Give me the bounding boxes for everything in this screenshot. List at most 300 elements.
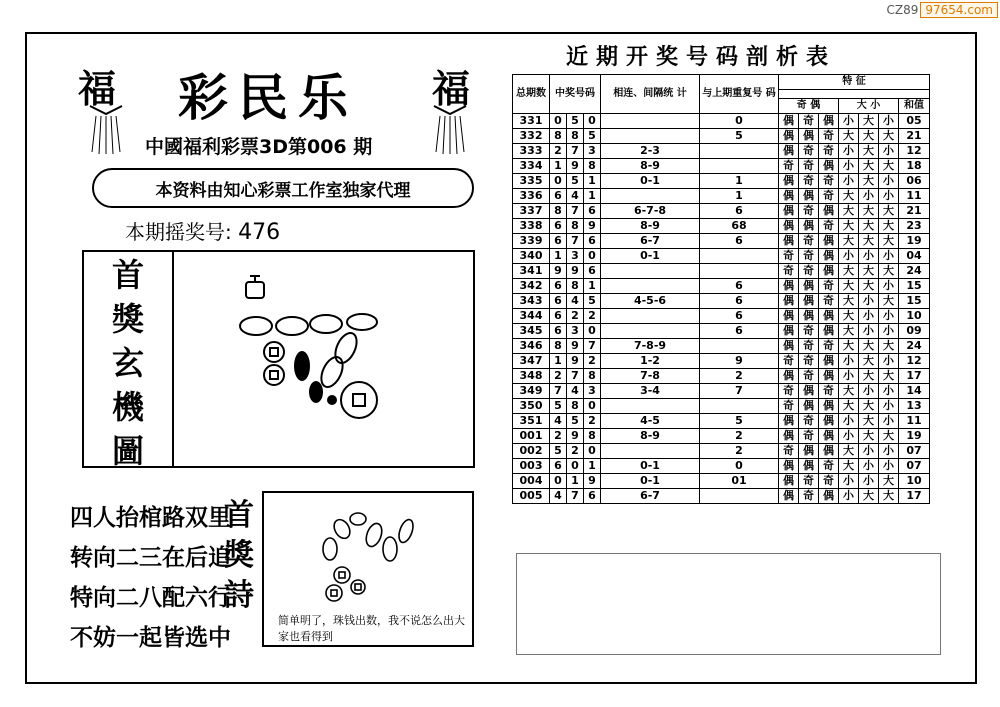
size-cell: 小 bbox=[859, 324, 879, 339]
sum-cell: 21 bbox=[899, 204, 930, 219]
consecutive-cell bbox=[601, 309, 700, 324]
parity-cell: 偶 bbox=[799, 444, 819, 459]
digit-cell: 2 bbox=[550, 144, 567, 159]
repeat-cell: 2 bbox=[700, 444, 779, 459]
parity-cell: 偶 bbox=[779, 204, 799, 219]
repeat-cell bbox=[700, 249, 779, 264]
parity-cell: 奇 bbox=[799, 489, 819, 504]
parity-cell: 偶 bbox=[799, 309, 819, 324]
size-cell: 大 bbox=[859, 369, 879, 384]
col-parity: 奇 偶 bbox=[779, 99, 839, 114]
parity-cell: 偶 bbox=[819, 489, 839, 504]
size-cell: 大 bbox=[859, 114, 879, 129]
col-consecutive: 相连、间隔统 计 bbox=[601, 75, 700, 114]
digit-cell: 6 bbox=[550, 459, 567, 474]
digit-cell: 1 bbox=[550, 159, 567, 174]
digit-cell: 7 bbox=[567, 489, 584, 504]
repeat-cell bbox=[700, 339, 779, 354]
table-row bbox=[513, 264, 930, 279]
bead-hint-box bbox=[262, 491, 474, 647]
parity-cell: 偶 bbox=[819, 414, 839, 429]
parity-cell: 偶 bbox=[779, 459, 799, 474]
size-cell: 大 bbox=[879, 204, 899, 219]
consecutive-cell: 0-1 bbox=[601, 174, 700, 189]
parity-cell: 偶 bbox=[819, 399, 839, 414]
page-title: 彩民乐 bbox=[178, 68, 358, 127]
repeat-cell bbox=[700, 489, 779, 504]
size-cell: 小 bbox=[879, 144, 899, 159]
table-row bbox=[513, 294, 930, 309]
parity-cell: 奇 bbox=[819, 129, 839, 144]
parity-cell: 奇 bbox=[779, 249, 799, 264]
digit-cell: 4 bbox=[567, 189, 584, 204]
size-cell: 小 bbox=[859, 189, 879, 204]
size-cell: 大 bbox=[879, 294, 899, 309]
repeat-cell: 6 bbox=[700, 279, 779, 294]
parity-cell: 偶 bbox=[799, 459, 819, 474]
parity-cell: 奇 bbox=[799, 234, 819, 249]
parity-cell: 偶 bbox=[819, 159, 839, 174]
parity-cell: 偶 bbox=[779, 429, 799, 444]
digit-cell: 0 bbox=[550, 114, 567, 129]
puzzle-label-char: 玄 bbox=[111, 344, 144, 382]
size-cell: 小 bbox=[859, 474, 879, 489]
parity-cell: 偶 bbox=[779, 294, 799, 309]
digit-cell: 1 bbox=[567, 474, 584, 489]
digit-cell: 9 bbox=[567, 429, 584, 444]
digit-cell: 7 bbox=[550, 384, 567, 399]
sum-cell: 21 bbox=[899, 129, 930, 144]
digit-cell: 0 bbox=[550, 474, 567, 489]
digit-cell: 5 bbox=[550, 444, 567, 459]
table-body bbox=[513, 114, 930, 504]
parity-cell: 偶 bbox=[819, 204, 839, 219]
digit-cell: 9 bbox=[584, 219, 601, 234]
col-features: 特 征 bbox=[779, 75, 930, 90]
digit-cell: 2 bbox=[567, 309, 584, 324]
digit-cell: 9 bbox=[567, 354, 584, 369]
repeat-cell bbox=[700, 264, 779, 279]
size-cell: 大 bbox=[839, 189, 859, 204]
bead-chain-image bbox=[312, 507, 422, 607]
parity-cell: 偶 bbox=[819, 264, 839, 279]
table-row bbox=[513, 144, 930, 159]
period-cell: 336 bbox=[513, 189, 550, 204]
digit-cell: 8 bbox=[567, 129, 584, 144]
table-row bbox=[513, 159, 930, 174]
sum-cell: 12 bbox=[899, 354, 930, 369]
poem-line: 四人抬棺路双里 bbox=[70, 505, 231, 531]
consecutive-cell: 6-7 bbox=[601, 489, 700, 504]
size-cell: 大 bbox=[859, 489, 879, 504]
size-cell: 大 bbox=[859, 159, 879, 174]
issue-line: 中國福利彩票3D第006 期 bbox=[145, 136, 373, 158]
digit-cell: 8 bbox=[584, 159, 601, 174]
parity-cell: 偶 bbox=[779, 279, 799, 294]
parity-cell: 偶 bbox=[819, 249, 839, 264]
size-cell: 大 bbox=[859, 429, 879, 444]
size-cell: 大 bbox=[859, 354, 879, 369]
watermark-site-link[interactable]: 97654.com bbox=[920, 2, 998, 18]
consecutive-cell: 4-5-6 bbox=[601, 294, 700, 309]
size-cell: 大 bbox=[879, 159, 899, 174]
digit-cell: 1 bbox=[584, 189, 601, 204]
empty-note-box bbox=[516, 553, 941, 655]
table-row bbox=[513, 234, 930, 249]
fu-left: 福 bbox=[78, 66, 117, 111]
digit-cell: 7 bbox=[567, 204, 584, 219]
size-cell: 大 bbox=[839, 399, 859, 414]
draw-label: 本期摇奖号: bbox=[125, 220, 232, 244]
size-cell: 大 bbox=[839, 279, 859, 294]
parity-cell: 偶 bbox=[779, 129, 799, 144]
sum-cell: 06 bbox=[899, 174, 930, 189]
size-cell: 小 bbox=[859, 384, 879, 399]
digit-cell: 2 bbox=[584, 354, 601, 369]
sum-cell: 07 bbox=[899, 444, 930, 459]
parity-cell: 奇 bbox=[799, 174, 819, 189]
parity-cell: 偶 bbox=[799, 189, 819, 204]
consecutive-cell: 8-9 bbox=[601, 429, 700, 444]
parity-cell: 奇 bbox=[799, 324, 819, 339]
size-cell: 大 bbox=[879, 429, 899, 444]
size-cell: 大 bbox=[859, 264, 879, 279]
poem-line: 特向二八配六行 bbox=[70, 585, 231, 611]
coin-bead-puzzle-image bbox=[214, 270, 454, 440]
consecutive-cell bbox=[601, 324, 700, 339]
repeat-cell: 7 bbox=[700, 384, 779, 399]
digit-cell: 5 bbox=[584, 129, 601, 144]
digit-cell: 8 bbox=[584, 369, 601, 384]
size-cell: 小 bbox=[839, 354, 859, 369]
size-cell: 大 bbox=[859, 219, 879, 234]
parity-cell: 奇 bbox=[819, 339, 839, 354]
size-cell: 小 bbox=[839, 159, 859, 174]
digit-cell: 6 bbox=[550, 189, 567, 204]
poem-title-char: 詩 bbox=[224, 578, 254, 613]
period-cell: 332 bbox=[513, 129, 550, 144]
period-cell: 002 bbox=[513, 444, 550, 459]
size-cell: 大 bbox=[859, 204, 879, 219]
period-cell: 333 bbox=[513, 144, 550, 159]
sum-cell: 17 bbox=[899, 489, 930, 504]
parity-cell: 偶 bbox=[779, 414, 799, 429]
size-cell: 大 bbox=[839, 129, 859, 144]
size-cell: 小 bbox=[879, 324, 899, 339]
size-cell: 大 bbox=[839, 339, 859, 354]
sum-cell: 10 bbox=[899, 309, 930, 324]
digit-cell: 8 bbox=[567, 219, 584, 234]
repeat-cell: 6 bbox=[700, 204, 779, 219]
parity-cell: 偶 bbox=[819, 429, 839, 444]
size-cell: 小 bbox=[839, 474, 859, 489]
size-cell: 大 bbox=[879, 369, 899, 384]
watermark-code: CZ89 bbox=[886, 3, 919, 17]
period-cell: 335 bbox=[513, 174, 550, 189]
digit-cell: 5 bbox=[567, 114, 584, 129]
repeat-cell bbox=[700, 144, 779, 159]
table-row bbox=[513, 369, 930, 384]
digit-cell: 6 bbox=[550, 324, 567, 339]
consecutive-cell: 0-1 bbox=[601, 474, 700, 489]
size-cell: 小 bbox=[859, 294, 879, 309]
parity-cell: 奇 bbox=[779, 399, 799, 414]
table-row bbox=[513, 324, 930, 339]
sum-cell: 15 bbox=[899, 294, 930, 309]
fu-right: 福 bbox=[432, 66, 471, 111]
consecutive-cell: 6-7-8 bbox=[601, 204, 700, 219]
consecutive-cell: 7-8-9 bbox=[601, 339, 700, 354]
puzzle-box bbox=[82, 250, 475, 468]
digit-cell: 2 bbox=[550, 429, 567, 444]
parity-cell: 奇 bbox=[799, 114, 819, 129]
digit-cell: 1 bbox=[584, 279, 601, 294]
parity-cell: 奇 bbox=[819, 384, 839, 399]
repeat-cell: 9 bbox=[700, 354, 779, 369]
digit-cell: 5 bbox=[584, 294, 601, 309]
size-cell: 大 bbox=[859, 144, 879, 159]
parity-cell: 偶 bbox=[779, 489, 799, 504]
parity-cell: 奇 bbox=[819, 144, 839, 159]
sum-cell: 10 bbox=[899, 474, 930, 489]
size-cell: 大 bbox=[839, 204, 859, 219]
sum-cell: 09 bbox=[899, 324, 930, 339]
digit-cell: 5 bbox=[550, 399, 567, 414]
parity-cell: 偶 bbox=[779, 114, 799, 129]
period-cell: 340 bbox=[513, 249, 550, 264]
sum-cell: 12 bbox=[899, 144, 930, 159]
sum-cell: 07 bbox=[899, 459, 930, 474]
consecutive-cell: 4-5 bbox=[601, 414, 700, 429]
award-poem bbox=[70, 498, 231, 658]
consecutive-cell: 8-9 bbox=[601, 219, 700, 234]
parity-cell: 偶 bbox=[799, 294, 819, 309]
parity-cell: 偶 bbox=[779, 219, 799, 234]
sum-cell: 14 bbox=[899, 384, 930, 399]
sum-cell: 11 bbox=[899, 414, 930, 429]
digit-cell: 0 bbox=[584, 324, 601, 339]
size-cell: 小 bbox=[859, 459, 879, 474]
size-cell: 小 bbox=[879, 459, 899, 474]
parity-cell: 偶 bbox=[779, 174, 799, 189]
size-cell: 大 bbox=[839, 324, 859, 339]
digit-cell: 9 bbox=[550, 264, 567, 279]
puzzle-label bbox=[84, 252, 174, 470]
repeat-cell bbox=[700, 159, 779, 174]
sum-cell: 11 bbox=[899, 189, 930, 204]
repeat-cell: 68 bbox=[700, 219, 779, 234]
period-cell: 342 bbox=[513, 279, 550, 294]
table-row bbox=[513, 429, 930, 444]
period-cell: 003 bbox=[513, 459, 550, 474]
digit-cell: 7 bbox=[567, 234, 584, 249]
table-row bbox=[513, 489, 930, 504]
col-sum: 和值 bbox=[899, 99, 930, 114]
draw-result bbox=[125, 216, 280, 245]
size-cell: 小 bbox=[879, 249, 899, 264]
parity-cell: 偶 bbox=[819, 444, 839, 459]
parity-cell: 偶 bbox=[799, 279, 819, 294]
digit-cell: 9 bbox=[567, 159, 584, 174]
consecutive-cell bbox=[601, 114, 700, 129]
digit-cell: 9 bbox=[567, 339, 584, 354]
sum-cell: 15 bbox=[899, 279, 930, 294]
digit-cell: 9 bbox=[584, 474, 601, 489]
parity-cell: 奇 bbox=[799, 429, 819, 444]
repeat-cell: 0 bbox=[700, 459, 779, 474]
consecutive-cell bbox=[601, 279, 700, 294]
digit-cell: 1 bbox=[550, 354, 567, 369]
size-cell: 大 bbox=[879, 219, 899, 234]
size-cell: 大 bbox=[859, 234, 879, 249]
parity-cell: 偶 bbox=[779, 189, 799, 204]
digit-cell: 7 bbox=[567, 144, 584, 159]
size-cell: 小 bbox=[879, 444, 899, 459]
repeat-cell: 2 bbox=[700, 369, 779, 384]
table-row bbox=[513, 309, 930, 324]
size-cell: 大 bbox=[859, 339, 879, 354]
consecutive-cell bbox=[601, 444, 700, 459]
digit-cell: 6 bbox=[550, 279, 567, 294]
repeat-cell bbox=[700, 399, 779, 414]
consecutive-cell: 1-2 bbox=[601, 354, 700, 369]
puzzle-label-char: 獎 bbox=[111, 300, 144, 338]
watermark bbox=[887, 2, 999, 18]
poem-line: 不妨一起皆选中 bbox=[70, 625, 231, 651]
parity-cell: 偶 bbox=[819, 234, 839, 249]
col-repeat: 与上期重复号 码 bbox=[700, 75, 779, 114]
sum-cell: 17 bbox=[899, 369, 930, 384]
size-cell: 大 bbox=[879, 489, 899, 504]
digit-cell: 6 bbox=[550, 219, 567, 234]
table-row bbox=[513, 114, 930, 129]
digit-cell: 3 bbox=[567, 324, 584, 339]
parity-cell: 奇 bbox=[799, 339, 819, 354]
parity-cell: 奇 bbox=[819, 459, 839, 474]
table-title: 近期开奖号码剖析表 bbox=[566, 44, 837, 70]
size-cell: 小 bbox=[839, 114, 859, 129]
parity-cell: 奇 bbox=[779, 384, 799, 399]
digit-cell: 5 bbox=[567, 414, 584, 429]
parity-cell: 偶 bbox=[799, 129, 819, 144]
parity-cell: 奇 bbox=[799, 264, 819, 279]
digit-cell: 6 bbox=[550, 234, 567, 249]
size-cell: 小 bbox=[839, 429, 859, 444]
period-cell: 331 bbox=[513, 114, 550, 129]
consecutive-cell bbox=[601, 264, 700, 279]
period-cell: 341 bbox=[513, 264, 550, 279]
hint-note: 简单明了，珠钱出数，我不说怎么出大家也看得到 bbox=[278, 614, 465, 643]
period-cell: 001 bbox=[513, 429, 550, 444]
digit-cell: 3 bbox=[584, 384, 601, 399]
size-cell: 大 bbox=[839, 219, 859, 234]
puzzle-label-char: 首 bbox=[111, 256, 144, 294]
digit-cell: 2 bbox=[584, 309, 601, 324]
parity-cell: 偶 bbox=[779, 369, 799, 384]
digit-cell: 8 bbox=[550, 339, 567, 354]
digit-cell: 4 bbox=[550, 489, 567, 504]
digit-cell: 8 bbox=[567, 399, 584, 414]
size-cell: 小 bbox=[859, 444, 879, 459]
digit-cell: 0 bbox=[584, 399, 601, 414]
sum-cell: 24 bbox=[899, 264, 930, 279]
size-cell: 小 bbox=[879, 399, 899, 414]
col-period: 总期数 bbox=[513, 75, 550, 114]
parity-cell: 奇 bbox=[799, 369, 819, 384]
repeat-cell: 6 bbox=[700, 309, 779, 324]
period-cell: 345 bbox=[513, 324, 550, 339]
repeat-cell: 6 bbox=[700, 234, 779, 249]
parity-cell: 奇 bbox=[779, 264, 799, 279]
parity-cell: 奇 bbox=[799, 204, 819, 219]
repeat-cell: 5 bbox=[700, 129, 779, 144]
digit-cell: 4 bbox=[567, 294, 584, 309]
digit-cell: 0 bbox=[567, 459, 584, 474]
repeat-cell: 6 bbox=[700, 294, 779, 309]
consecutive-cell: 3-4 bbox=[601, 384, 700, 399]
consecutive-cell: 7-8 bbox=[601, 369, 700, 384]
draw-number: 476 bbox=[238, 220, 281, 245]
parity-cell: 奇 bbox=[799, 159, 819, 174]
parity-cell: 偶 bbox=[779, 339, 799, 354]
size-cell: 小 bbox=[879, 189, 899, 204]
digit-cell: 4 bbox=[567, 384, 584, 399]
size-cell: 小 bbox=[859, 249, 879, 264]
digit-cell: 0 bbox=[550, 174, 567, 189]
table-row bbox=[513, 384, 930, 399]
size-cell: 小 bbox=[839, 174, 859, 189]
parity-cell: 偶 bbox=[779, 324, 799, 339]
parity-cell: 奇 bbox=[799, 474, 819, 489]
size-cell: 大 bbox=[839, 459, 859, 474]
digit-cell: 5 bbox=[567, 174, 584, 189]
size-cell: 大 bbox=[839, 264, 859, 279]
parity-cell: 奇 bbox=[819, 219, 839, 234]
size-cell: 大 bbox=[879, 129, 899, 144]
period-cell: 346 bbox=[513, 339, 550, 354]
col-size: 大 小 bbox=[839, 99, 899, 114]
table-row bbox=[513, 249, 930, 264]
parity-cell: 偶 bbox=[779, 234, 799, 249]
digit-cell: 1 bbox=[550, 249, 567, 264]
poem-line: 转向二三在后追 bbox=[70, 545, 231, 571]
puzzle-label-char: 機 bbox=[111, 388, 144, 426]
digit-cell: 6 bbox=[584, 234, 601, 249]
consecutive-cell bbox=[601, 399, 700, 414]
size-cell: 大 bbox=[859, 279, 879, 294]
draw-analysis-table bbox=[512, 74, 930, 504]
table-row bbox=[513, 444, 930, 459]
sum-cell: 24 bbox=[899, 339, 930, 354]
sum-cell: 19 bbox=[899, 234, 930, 249]
size-cell: 小 bbox=[839, 249, 859, 264]
size-cell: 小 bbox=[839, 414, 859, 429]
digit-cell: 1 bbox=[584, 459, 601, 474]
digit-cell: 3 bbox=[567, 249, 584, 264]
table-row bbox=[513, 204, 930, 219]
parity-cell: 奇 bbox=[819, 474, 839, 489]
parity-cell: 偶 bbox=[819, 369, 839, 384]
period-cell: 338 bbox=[513, 219, 550, 234]
parity-cell: 奇 bbox=[779, 354, 799, 369]
size-cell: 小 bbox=[839, 489, 859, 504]
table-row bbox=[513, 399, 930, 414]
lantern-tassel-left-icon bbox=[84, 104, 128, 156]
period-cell: 337 bbox=[513, 204, 550, 219]
parity-cell: 偶 bbox=[799, 399, 819, 414]
sum-cell: 05 bbox=[899, 114, 930, 129]
size-cell: 大 bbox=[859, 414, 879, 429]
